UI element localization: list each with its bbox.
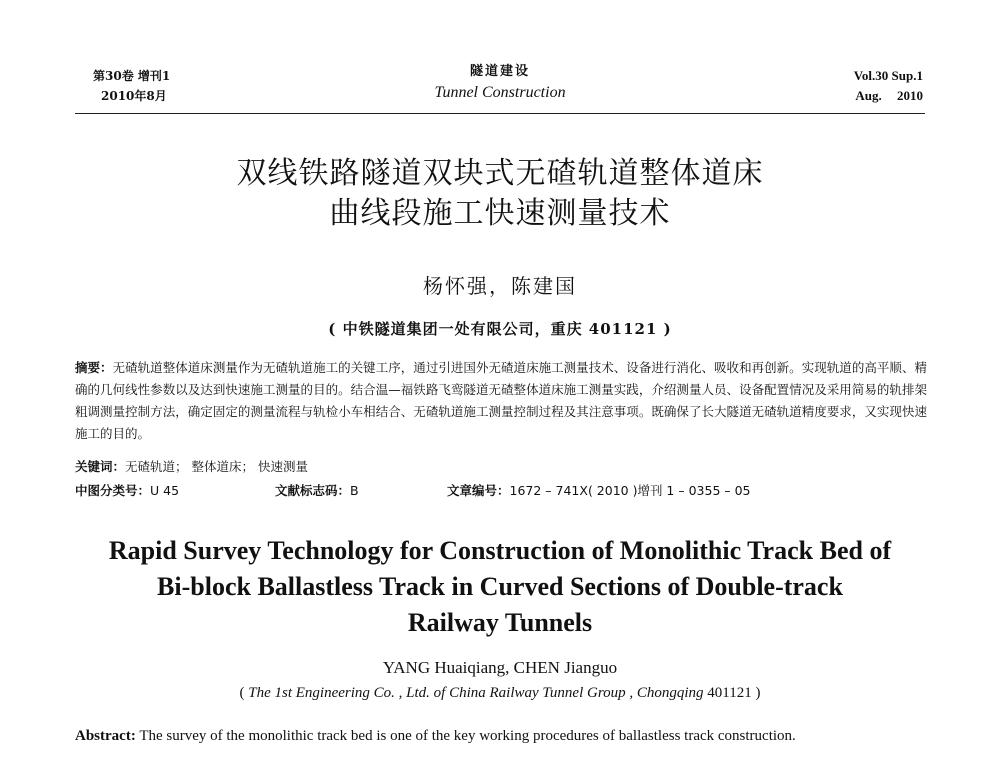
title-en-line-3: Railway Tunnels	[407, 608, 593, 637]
keywords-cn-label: 关键词：	[75, 459, 126, 474]
abstract-cn-label: 摘要：	[75, 360, 113, 375]
volume-issue-cn: 第30卷 增刊1	[93, 69, 171, 83]
affiliation-en-close: )	[755, 685, 761, 701]
title-cn-line-1: 双线铁路隧道双块式无碴轨道整体道床	[236, 156, 764, 191]
abstract-en-label: Abstract:	[75, 728, 136, 744]
masthead-divider	[75, 113, 925, 114]
affiliation-en-open: (	[239, 685, 245, 701]
keywords-cn-text: 无碴轨道； 整体道床； 快速测量	[125, 459, 308, 474]
title-en-line-1: Rapid Survey Technology for Construction of Monolithic Track Bed of	[108, 536, 892, 565]
year-en: 2010	[897, 88, 923, 103]
authors-en: YANG Huaiqiang, CHEN Jianguo	[382, 658, 618, 677]
article-title-cn	[0, 154, 1000, 234]
abstract-cn-text: 无碴轨道整体道床测量作为无碴轨道施工的关键工序，通过引进国外无碴道床施工测量技术、设备进行消化、吸收和再创新。实现轨道的高平顺、精确的几何线性参数以及达到快速施工测量的目的。结合温—福铁路飞鸾隧道无碴整体道床施工测量实践，介绍测量人员、设备配置情况及采用简易的轨排架粗调测量控制方法，确定固定的测量流程与轨检小车相结合、无碴轨道施工测量控制过程及其注意事项。既确保了长大隧道无碴轨道精度要求，又实现快速施工的目的。	[75, 360, 927, 441]
document-code-label: 文献标志码：	[275, 483, 351, 498]
clc-label: 中图分类号：	[75, 483, 151, 498]
article-number	[447, 480, 751, 502]
affiliation-en-postcode: 401121	[707, 685, 752, 701]
month-en: Aug.	[855, 88, 882, 103]
affiliation-en-institution: The 1st Engineering Co. , Ltd. of China Railway Tunnel Group , Chongqing	[248, 685, 704, 701]
abstract-en-text: The survey of the monolithic track bed is one of the key working procedures of ballastless track construction.	[139, 728, 796, 744]
classification-row	[75, 480, 927, 502]
masthead-center	[75, 62, 925, 104]
article-number-value: 1672 – 741X( 2010 )增刊 1 – 0355 – 05	[509, 483, 751, 498]
journal-name-en: Tunnel Construction	[434, 84, 566, 101]
clc-number	[75, 480, 179, 502]
journal-masthead	[75, 62, 925, 106]
volume-issue-en	[854, 66, 923, 86]
publication-date-cn: 2010年8月	[101, 89, 167, 103]
supplement-en: Sup.1	[891, 68, 923, 83]
affiliation-en	[0, 685, 1000, 702]
document-code-value: B	[350, 483, 359, 498]
keywords-cn	[75, 456, 308, 478]
publication-date-en	[854, 86, 923, 106]
title-en-line-2: Bi-block Ballastless Track in Curved Sections of Double-track	[157, 572, 843, 601]
title-cn-line-2: 曲线段施工快速测量技术	[329, 196, 671, 231]
masthead-right	[854, 66, 923, 106]
article-title-en	[0, 533, 1000, 641]
document-code	[275, 480, 359, 502]
affiliation-cn: ( 中铁隧道集团一处有限公司，重庆 401121 )	[328, 320, 672, 338]
authors-cn: 杨怀强，陈建国	[423, 274, 577, 298]
abstract-cn	[75, 357, 927, 445]
article-number-label: 文章编号：	[447, 483, 510, 498]
abstract-en	[75, 724, 927, 748]
clc-value: U 45	[150, 483, 180, 498]
volume-en: Vol.30	[853, 68, 889, 83]
journal-name-cn: 隧道建设	[469, 64, 530, 79]
